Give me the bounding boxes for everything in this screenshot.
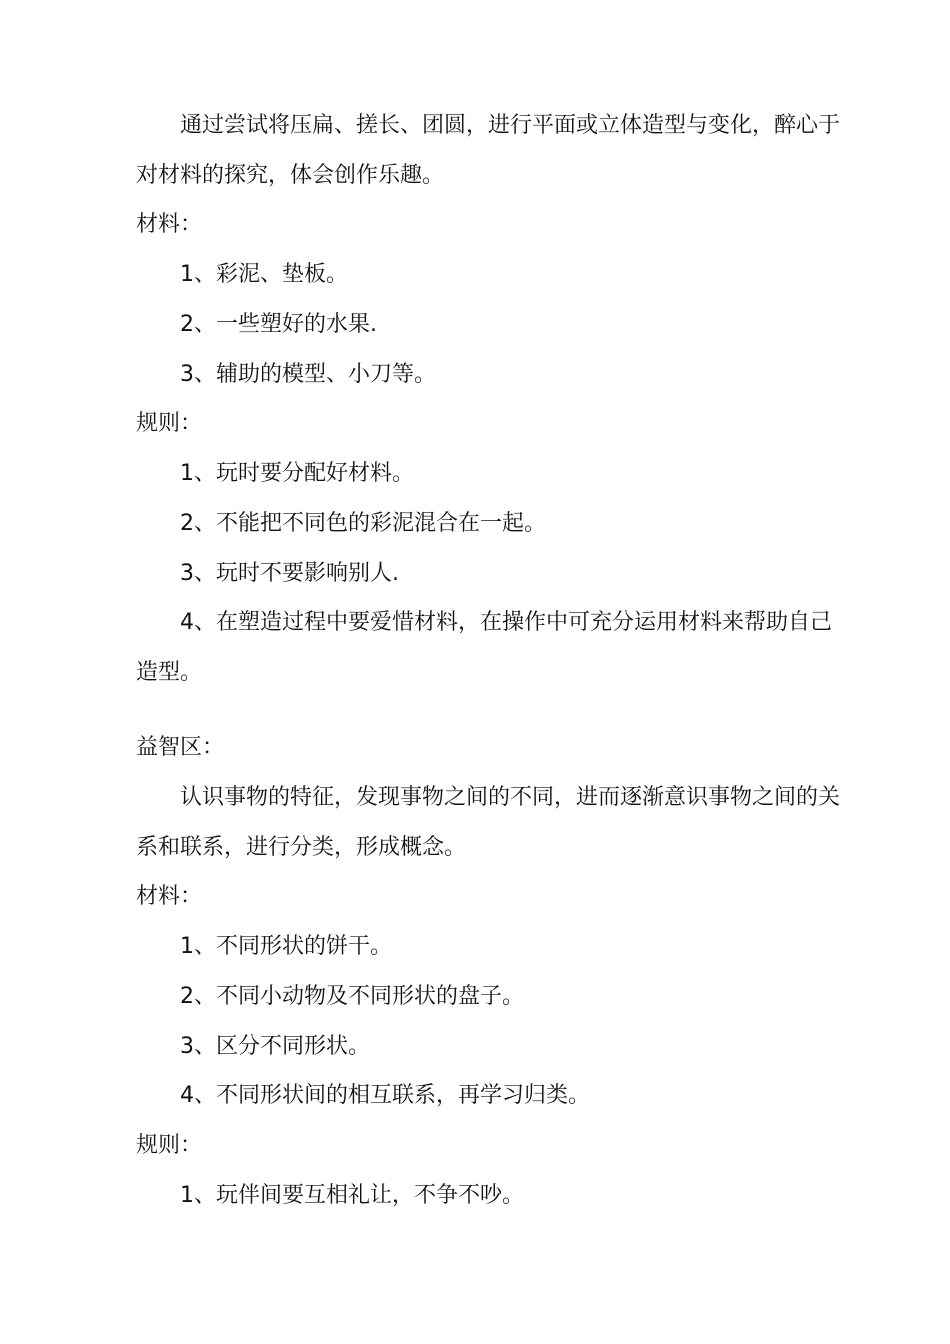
section1-rule-item: 2、不能把不同色的彩泥混合在一起。 — [180, 511, 546, 536]
section1-materials-heading: 材料： — [136, 212, 203, 237]
section2-intro-line2: 系和联系，进行分类，形成概念。 — [136, 835, 467, 860]
section2-material-item: 1、不同形状的饼干。 — [180, 934, 392, 959]
section2-material-item: 3、区分不同形状。 — [180, 1034, 370, 1059]
section1-intro-line1: 通过尝试将压扁、搓长、团圆，进行平面或立体造型与变化，醉心于 — [180, 113, 841, 138]
section2-rules-heading: 规则： — [136, 1133, 203, 1158]
section2-rule-item: 1、玩伴间要互相礼让，不争不吵。 — [180, 1183, 524, 1208]
section2-material-item: 2、不同小动物及不同形状的盘子。 — [180, 984, 524, 1009]
section1-rule-continuation: 造型。 — [136, 660, 203, 685]
section1-material-item: 2、一些塑好的水果. — [180, 312, 377, 337]
section2-heading: 益智区： — [136, 735, 225, 760]
section1-rule-item: 4、在塑造过程中要爱惜材料，在操作中可充分运用材料来帮助自己 — [180, 610, 832, 635]
section1-material-item: 1、彩泥、垫板。 — [180, 262, 348, 287]
section1-rules-heading: 规则： — [136, 411, 203, 436]
section2-intro-line1: 认识事物的特征，发现事物之间的不同，进而逐渐意识事物之间的关 — [180, 785, 841, 810]
section1-material-item: 3、辅助的模型、小刀等。 — [180, 362, 436, 387]
section2-material-item: 4、不同形状间的相互联系，再学习归类。 — [180, 1083, 590, 1108]
section1-rule-item: 1、玩时要分配好材料。 — [180, 461, 414, 486]
section1-intro-line2: 对材料的探究，体会创作乐趣。 — [136, 163, 445, 188]
section2-materials-heading: 材料： — [136, 884, 203, 909]
section1-rule-item: 3、玩时不要影响别人. — [180, 561, 399, 586]
